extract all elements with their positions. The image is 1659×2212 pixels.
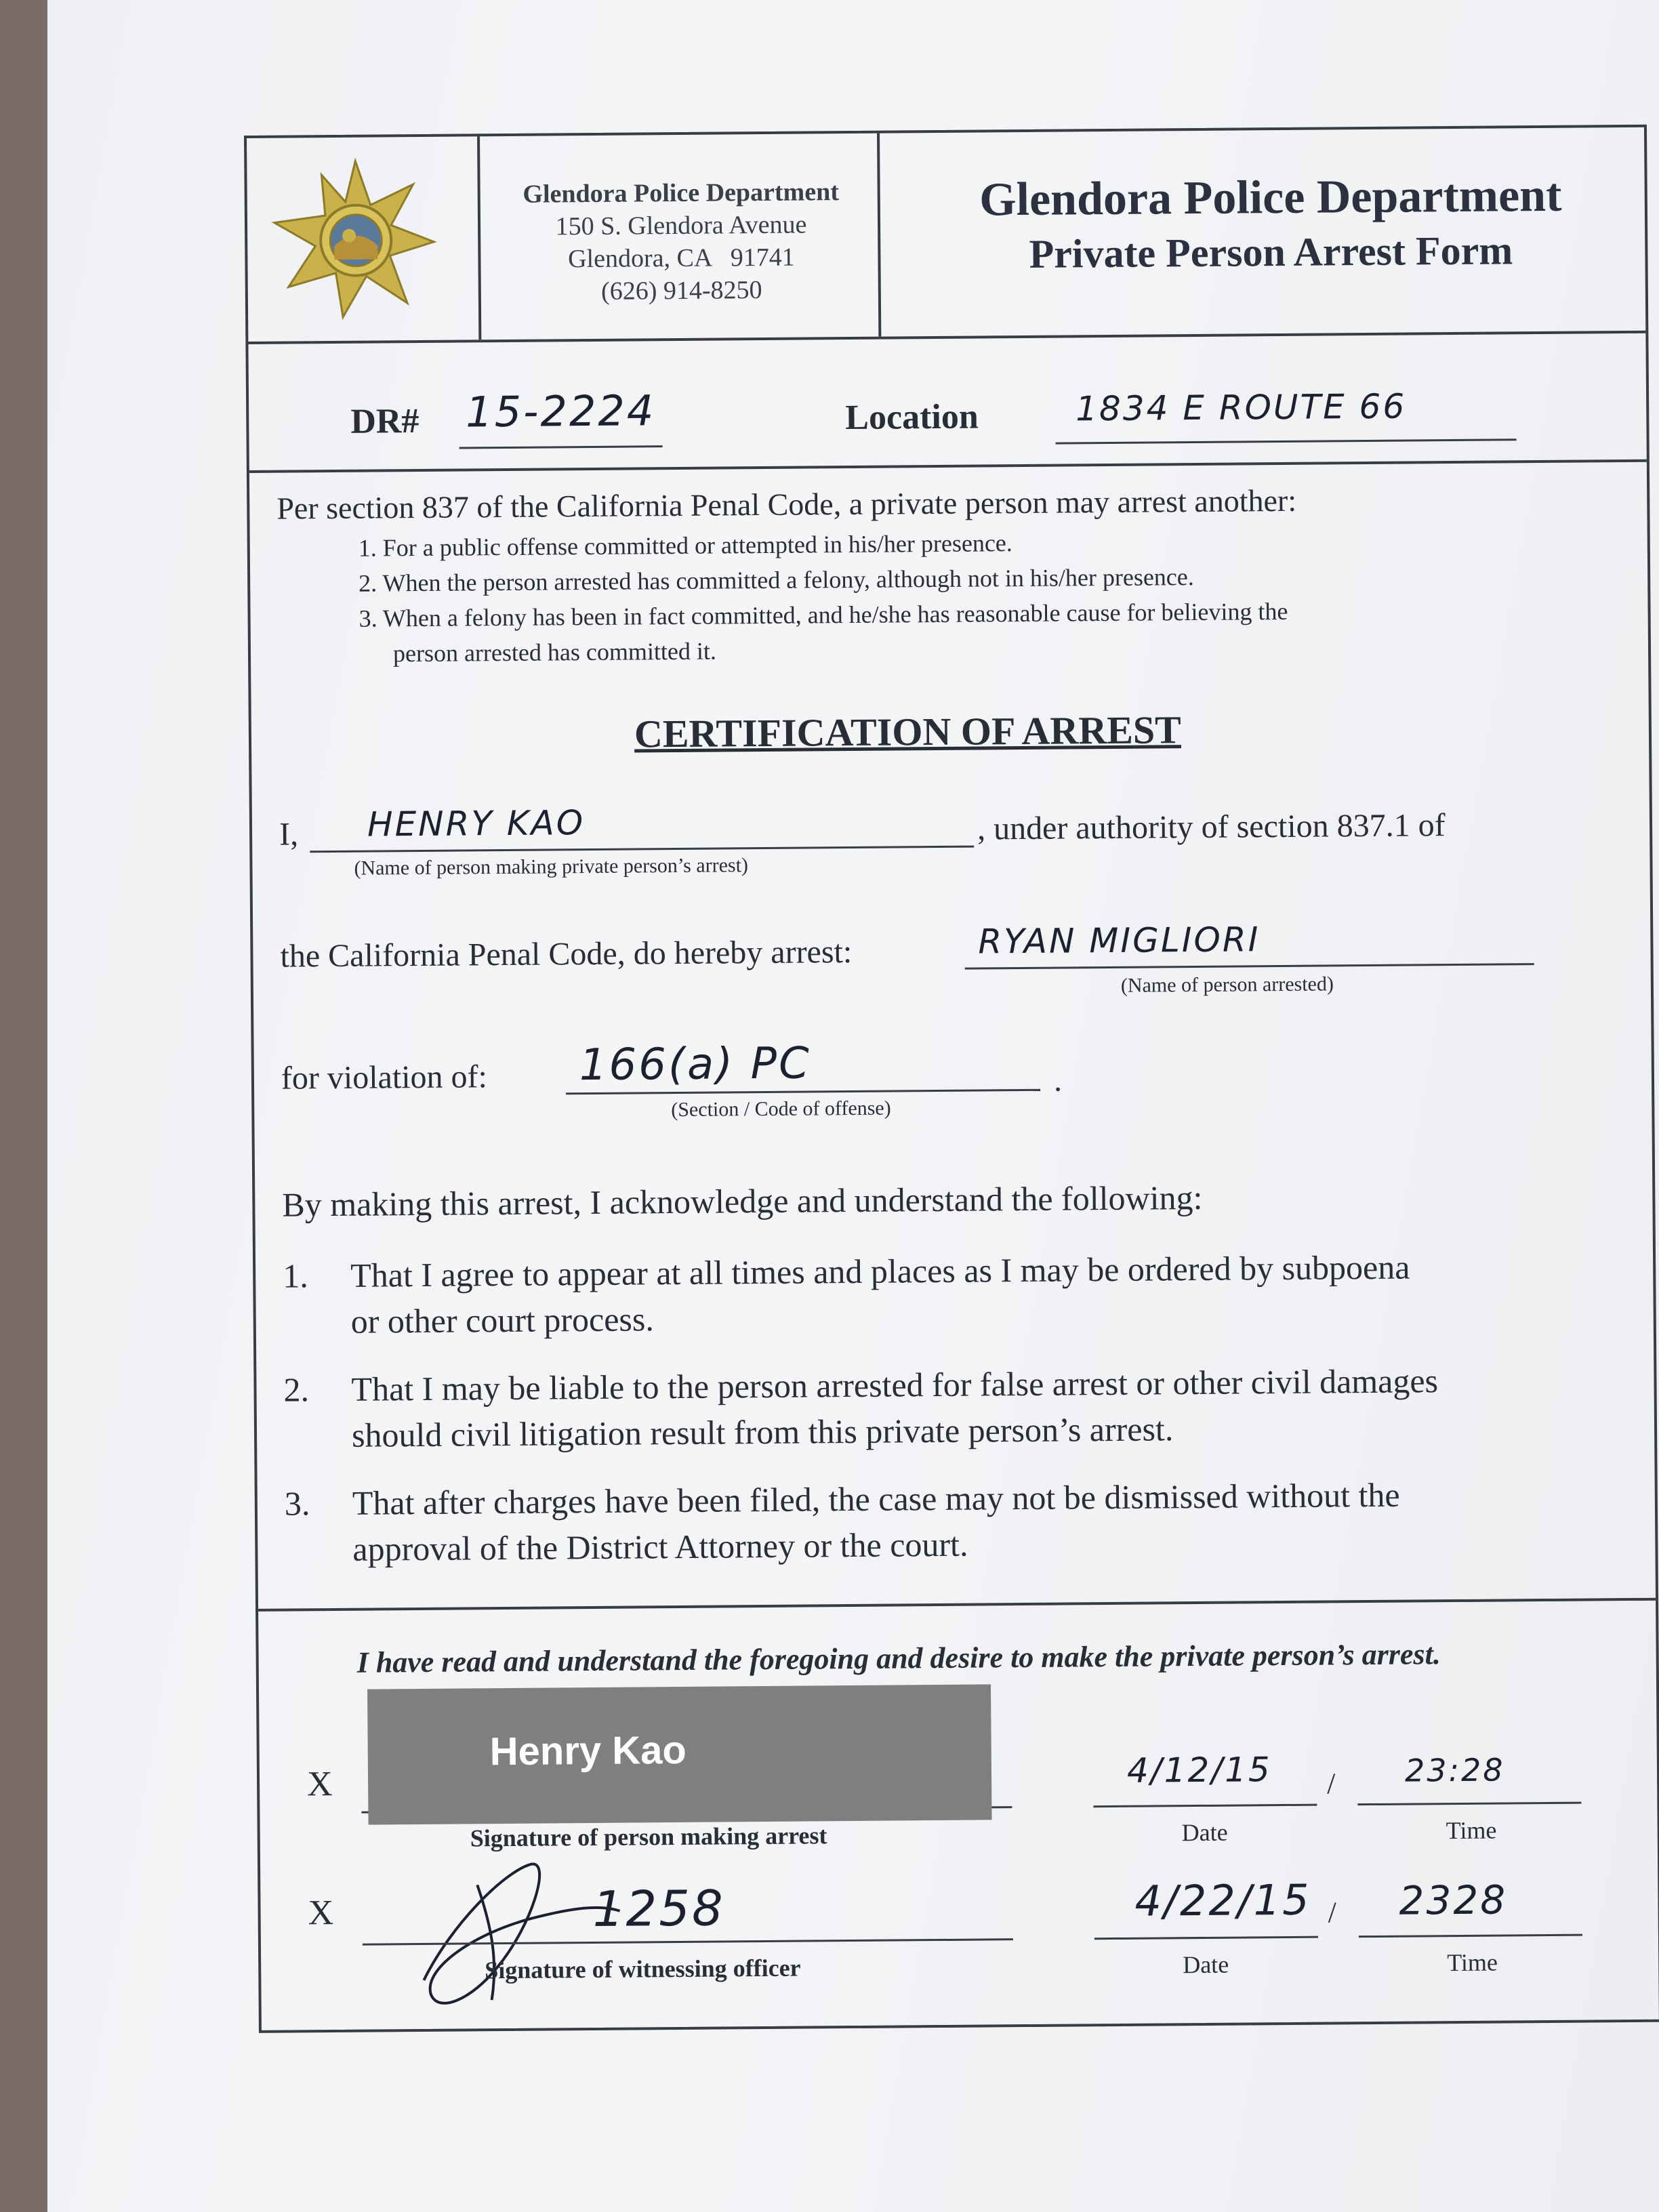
ack-num-1: 1. (282, 1256, 308, 1295)
title-line-2: Private Person Arrest Form (1029, 228, 1513, 276)
officer-time: 2328 (1399, 1877, 1508, 1924)
ack-item-1-line1: That I agree to appear at all times and places as I may be ordered by subpoena (350, 1248, 1410, 1294)
ack-item-2-line2: should civil litigation result from this private person’s arrest. (351, 1410, 1174, 1454)
ack-num-3: 3. (284, 1484, 310, 1523)
ack-item-3-line1: That after charges have been filed, the case may not be dismissed without the (352, 1475, 1400, 1522)
officer-date: 4/22/15 (1134, 1875, 1311, 1926)
location-underline (1056, 438, 1517, 444)
officer-sig-id: 1258 (592, 1879, 726, 1938)
title-line-1: Glendora Police Department (979, 169, 1562, 226)
statement: I have read and understand the foregoing and desire to make the private person’s arrest. (356, 1637, 1441, 1679)
violation-period: . (1053, 1062, 1063, 1099)
violation-value: 166(a) PC (579, 1038, 812, 1091)
certification-heading: CERTIFICATION OF ARREST (634, 708, 1182, 756)
x-mark-arrester: X (306, 1765, 333, 1804)
star-badge-icon (267, 157, 445, 321)
paper-sheet (47, 0, 1659, 2212)
penal-item-1: 1. For a public offense committed or attempted in his/her presence. (358, 529, 1012, 562)
redaction-label: Henry Kao (489, 1727, 687, 1774)
i-prefix: I, (279, 816, 299, 853)
officer-separator: / (1328, 1896, 1337, 1929)
arrested-caption: (Name of person arrested) (1120, 972, 1334, 997)
acknowledgement-intro: By making this arrest, I acknowledge and understand the following: (282, 1178, 1203, 1224)
department-address (498, 176, 865, 308)
ack-num-2: 2. (283, 1370, 310, 1409)
ack-item-2-line1: That I may be liable to the person arrested for false arrest or other civil damages (351, 1361, 1439, 1408)
officer-time-line (1359, 1934, 1582, 1938)
form-header (247, 127, 1645, 344)
officer-date-line (1094, 1936, 1318, 1940)
ack-item-1-line2: or other court process. (350, 1300, 655, 1340)
arrest-form (244, 125, 1659, 2033)
dr-label: DR# (350, 401, 419, 441)
authority-text: , under authority of section 837.1 of (977, 807, 1446, 847)
arrester-date-line (1093, 1804, 1317, 1808)
ack-item-3-line2: approval of the District Attorney or the court. (352, 1525, 968, 1568)
arrester-separator: / (1326, 1767, 1336, 1801)
address-line-1: 150 S. Glendora Avenue (555, 210, 807, 241)
redaction-box (367, 1684, 992, 1824)
violation-label: for violation of: (281, 1059, 488, 1097)
penal-code-intro: Per section 837 of the California Penal Code, a private person may arrest another: (276, 483, 1297, 526)
date-label: Date (1181, 1818, 1228, 1847)
location-label: Location (845, 397, 979, 438)
case-row (248, 331, 1646, 473)
arrested-underline (965, 963, 1534, 970)
arrester-sig-caption: Signature of person making arrest (470, 1822, 827, 1852)
arrester-caption: (Name of person making private person’s arrest) (354, 854, 749, 880)
header-divider (477, 136, 481, 340)
violation-caption: (Section / Code of offense) (671, 1097, 891, 1122)
dr-underline (459, 445, 663, 449)
arrester-underline (310, 846, 974, 853)
date-label: Date (1183, 1950, 1229, 1979)
code-text: the California Penal Code, do hereby arrest: (280, 933, 853, 975)
time-label: Time (1447, 1948, 1498, 1977)
officer-sig-caption: Signature of witnessing officer (485, 1954, 801, 1984)
arrester-date: 4/12/15 (1126, 1750, 1272, 1790)
header-divider (877, 134, 881, 337)
phone: (626) 914-8250 (600, 276, 762, 306)
dept-name: Glendora Police Department (523, 178, 840, 209)
time-label: Time (1446, 1816, 1497, 1845)
arrester-time: 23:28 (1404, 1751, 1505, 1789)
arrester-name: HENRY KAO (367, 803, 586, 844)
penal-item-3: 3. When a felony has been in fact committed, and he/she has reasonable cause for believing the (359, 597, 1288, 632)
form-title (897, 168, 1643, 283)
signature-divider (258, 1598, 1656, 1612)
dr-value: 15-2224 (465, 386, 656, 437)
arrested-name: RYAN MIGLIORI (978, 920, 1261, 962)
x-mark-officer: X (308, 1893, 334, 1933)
location-value: 1834 E ROUTE 66 (1075, 386, 1407, 429)
arrester-time-line (1357, 1802, 1581, 1806)
penal-item-2: 2. When the person arrested has committed a felony, although not in his/her presence. (359, 563, 1194, 597)
penal-item-3-cont: person arrested has committed it. (392, 637, 717, 668)
address-line-2: Glendora, CA 91741 (567, 243, 795, 274)
